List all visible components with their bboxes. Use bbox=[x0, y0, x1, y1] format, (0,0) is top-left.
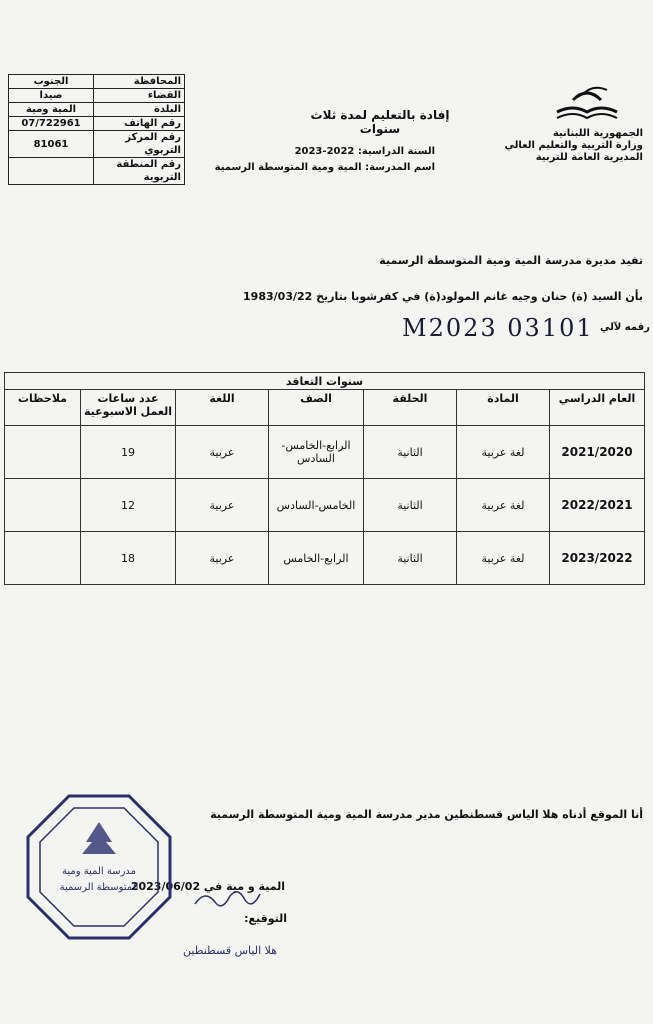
info-table bbox=[8, 74, 185, 185]
declaration-statement: أنا الموقع أدناه هلا الياس قسطنطين مدير مدرسة المية ومية المتوسطة الرسمية bbox=[210, 808, 643, 821]
info-value: المية ومية bbox=[9, 103, 94, 117]
school-name: اسم المدرسة: المية ومية المتوسطة الرسمية bbox=[214, 162, 435, 173]
info-label: المحافظة bbox=[94, 75, 185, 89]
col-header-subject: المادة bbox=[457, 390, 550, 426]
directorate-line: المديرية العامة للتربية bbox=[535, 152, 643, 163]
place-date: المية و مية في 2023/06/02 bbox=[130, 880, 285, 893]
cell-subject: لغة عربية bbox=[457, 532, 550, 585]
cell-notes bbox=[5, 426, 81, 479]
col-header-hours: عدد ساعات العمل الاسبوعية bbox=[81, 390, 176, 426]
info-row-region bbox=[9, 158, 185, 185]
table-row bbox=[5, 532, 645, 585]
info-label: رقم المنطقة التربوية bbox=[94, 158, 185, 185]
info-value: 07/722961 bbox=[9, 117, 94, 131]
table-row bbox=[5, 479, 645, 532]
cell-year: 2022/2021 bbox=[550, 479, 645, 532]
info-row-town bbox=[9, 103, 185, 117]
info-value: الجنوب bbox=[9, 75, 94, 89]
cell-class: الرابع-الخامس bbox=[269, 532, 364, 585]
id-label: رقمه لآلي bbox=[600, 322, 650, 333]
info-row-governorate bbox=[9, 75, 185, 89]
col-header-notes: ملاحظات bbox=[5, 390, 81, 426]
ministry-line: وزارة التربية والتعليم العالي bbox=[504, 140, 643, 151]
signature-scribble-icon bbox=[190, 884, 265, 914]
info-label: رقم الهاتف bbox=[94, 117, 185, 131]
info-label: القضاء bbox=[94, 89, 185, 103]
body-line-1: تفيد مديرة مدرسة المية ومية المتوسطة الرسمية bbox=[379, 254, 643, 267]
info-label: البلدة bbox=[94, 103, 185, 117]
cell-hours: 19 bbox=[81, 426, 176, 479]
cell-cycle: الثانية bbox=[364, 532, 457, 585]
cell-language: عربية bbox=[176, 479, 269, 532]
cell-subject: لغة عربية bbox=[457, 426, 550, 479]
info-value: صيدا bbox=[9, 89, 94, 103]
cell-language: عربية bbox=[176, 426, 269, 479]
ministry-logo-icon bbox=[553, 82, 621, 124]
col-header-language: اللغة bbox=[176, 390, 269, 426]
info-value: 81061 bbox=[9, 131, 94, 158]
cell-hours: 18 bbox=[81, 532, 176, 585]
republic-line: الجمهورية اللبنانية bbox=[552, 128, 643, 139]
ministry-heading bbox=[443, 128, 643, 164]
document-title: إفادة بالتعليم لمدة ثلاث سنوات bbox=[310, 108, 450, 136]
cell-year: 2021/2020 bbox=[550, 426, 645, 479]
school-stamp-icon bbox=[24, 792, 174, 942]
signature-label: التوقيع: bbox=[244, 912, 287, 925]
cell-notes bbox=[5, 532, 81, 585]
cell-notes bbox=[5, 479, 81, 532]
info-label: رقم المركز التربوي bbox=[94, 131, 185, 158]
school-year: السنة الدراسية: 2022-2023 bbox=[294, 146, 435, 157]
table-row bbox=[5, 426, 645, 479]
cell-cycle: الثانية bbox=[364, 479, 457, 532]
handwritten-id: M2023 03101 bbox=[402, 314, 594, 342]
info-row-center bbox=[9, 131, 185, 158]
stamp-text-1: مدرسة المية ومية bbox=[61, 866, 137, 877]
body-line-2: بأن السيد (ة) حنان وجيه غانم المولود(ة) في كفرشوبا بتاريخ 1983/03/22 bbox=[243, 290, 643, 303]
signer-name: هلا الياس قسطنطين bbox=[183, 944, 277, 957]
cell-class: الرابع-الخامس-السادس bbox=[269, 426, 364, 479]
cell-cycle: الثانية bbox=[364, 426, 457, 479]
cell-hours: 12 bbox=[81, 479, 176, 532]
info-row-district bbox=[9, 89, 185, 103]
stamp-text-2: المتوسطة الرسمية bbox=[59, 882, 139, 893]
cell-subject: لغة عربية bbox=[457, 479, 550, 532]
col-header-cycle: الحلقة bbox=[364, 390, 457, 426]
col-header-year: العام الدراسي bbox=[550, 390, 645, 426]
cell-class: الخامس-السادس bbox=[269, 479, 364, 532]
col-header-class: الصف bbox=[269, 390, 364, 426]
info-row-phone bbox=[9, 117, 185, 131]
info-value bbox=[9, 158, 94, 185]
table-group-header: سنوات التعاقد bbox=[5, 373, 645, 390]
contract-years-table bbox=[4, 372, 645, 585]
cell-language: عربية bbox=[176, 532, 269, 585]
cell-year: 2023/2022 bbox=[550, 532, 645, 585]
